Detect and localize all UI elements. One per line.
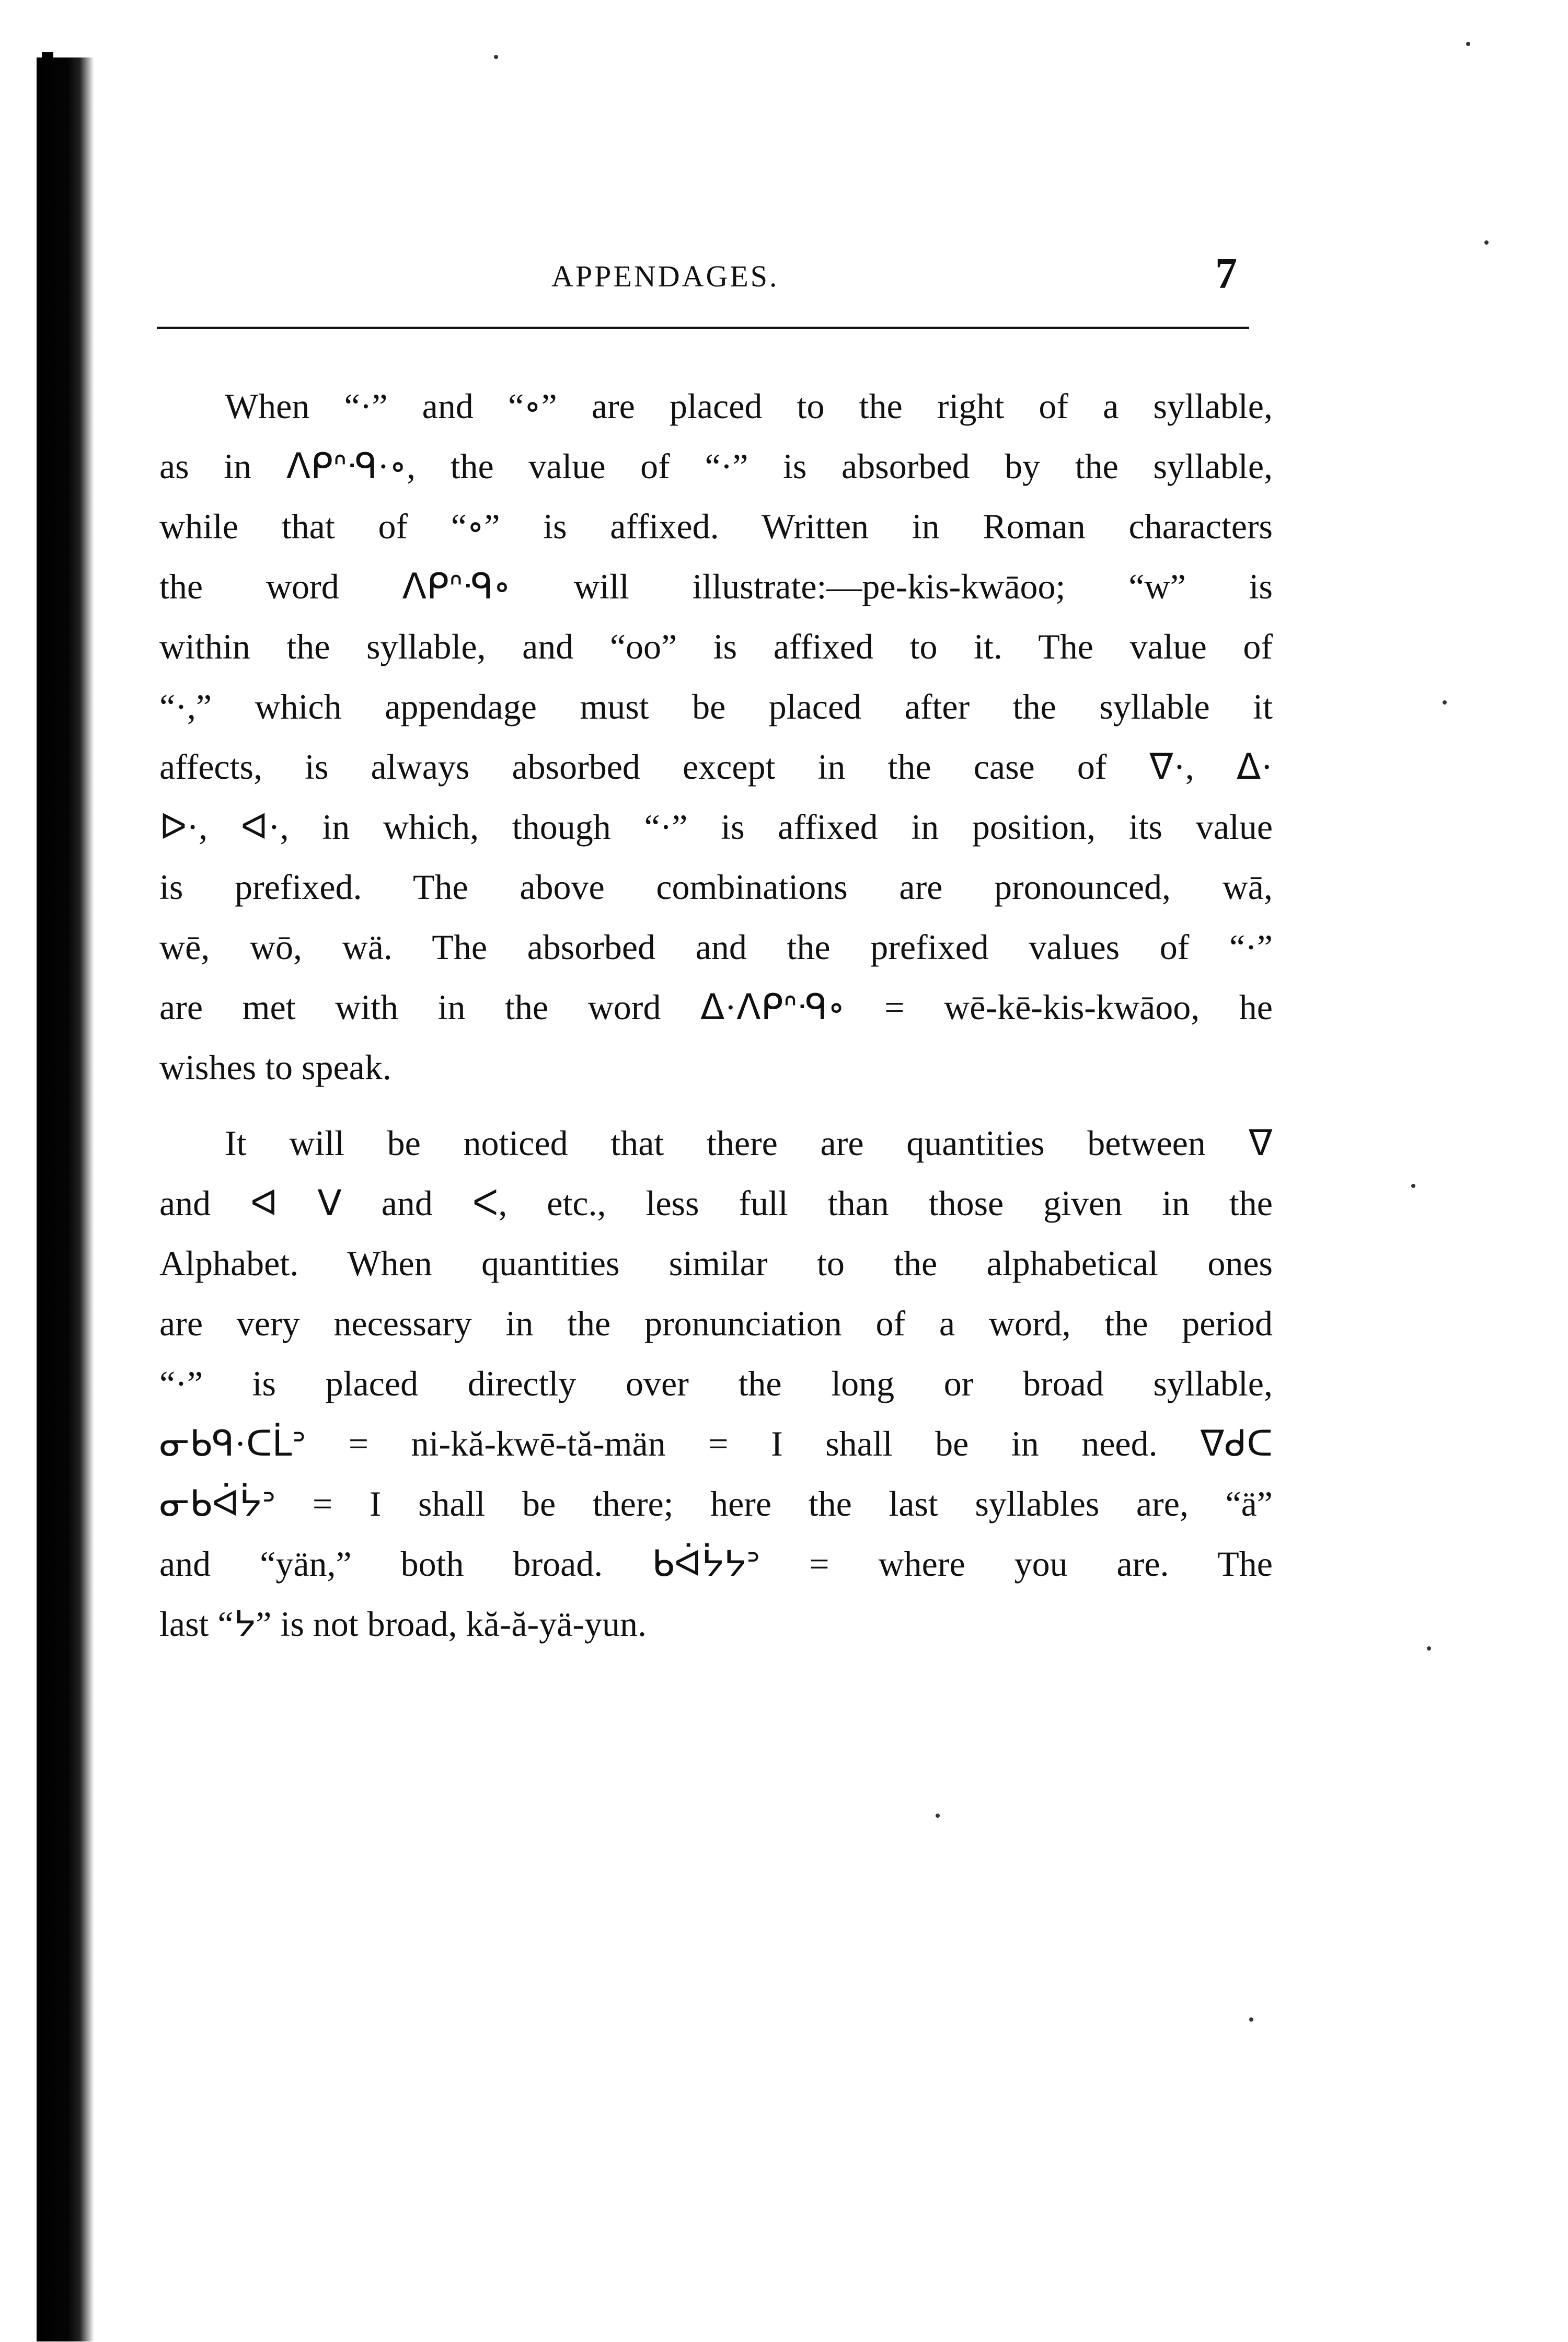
paragraph-appendages: [159, 376, 1273, 1098]
scan-speck: [936, 1814, 940, 1818]
text-line: wē, wō, wä. The absorbed and the prefixed values of “·”: [159, 927, 1273, 967]
text-line: “·” is placed directly over the long or broad syllable,: [159, 1364, 1273, 1403]
text-line: ᓂᑲᑫ·ᑕᒫᐣ = ni-kă-kwē-tă-män = I shall be in need. ᐁᑯᑕ: [159, 1424, 1273, 1463]
text-line: It will be noticed that there are quantities between ᐁ: [225, 1123, 1273, 1163]
text-line: “·,” which appendage must be placed after the syllable it: [159, 687, 1273, 726]
text-line: as in ᐱᑭᐢᑴ·∘, the value of “·” is absorbed by the syllable,: [159, 446, 1273, 486]
scan-edge-shadow: [37, 57, 94, 2341]
scan-speck: [1249, 2017, 1253, 2022]
header-rule: [157, 327, 1249, 329]
text-line: and “yän,” both broad. ᑲᐋᔮᔭᐣ = where you are. The: [159, 1544, 1273, 1584]
page-number: 7: [1215, 249, 1237, 298]
text-line: are met with in the word ᐃ·ᐱᑭᐢᑴ∘ = wē-kē-kis-kwāoo, he: [159, 987, 1273, 1027]
text-line: and ᐊ ᐯ and ᐸ, etc., less full than those given in the: [159, 1183, 1273, 1223]
paragraph-quantities: [159, 1113, 1273, 1654]
scan-speck: [1427, 1646, 1431, 1651]
text-line: the word ᐱᑭᐢᑴ∘ will illustrate:—pe-kis-kwāoo; “w” is: [159, 567, 1273, 606]
text-line: affects, is always absorbed except in the case of ᐁ·, ᐃ·: [159, 747, 1273, 787]
text-line: wishes to speak.: [159, 1047, 391, 1087]
text-line: ᐅ·, ᐊ·, in which, though “·” is affixed in position, its value: [159, 807, 1273, 847]
scan-speck: [1466, 42, 1470, 46]
running-head: APPENDAGES.: [551, 259, 779, 293]
text-line: are very necessary in the pronunciation of a word, the period: [159, 1303, 1273, 1343]
text-line: Alphabet. When quantities similar to the alphabetical ones: [159, 1243, 1273, 1283]
scan-speck: [1411, 1184, 1415, 1188]
text-line: within the syllable, and “oo” is affixed to it. The value of: [159, 627, 1273, 666]
text-line: When “·” and “∘” are placed to the right of a syllable,: [225, 386, 1273, 426]
scan-speck: [1443, 700, 1447, 705]
page-header: [0, 248, 1568, 311]
text-line: last “ᔭ” is not broad, kă-ă-yä-yun.: [159, 1604, 647, 1644]
text-line: is prefixed. The above combinations are pronounced, wā,: [159, 867, 1273, 907]
text-line: while that of “∘” is affixed. Written in Roman characters: [159, 506, 1273, 546]
scan-speck: [494, 55, 498, 59]
text-line: ᓂᑲᐋᔮᐣ = I shall be there; here the last syllables are, “ä”: [159, 1484, 1273, 1524]
scan-speck: [1484, 240, 1489, 245]
